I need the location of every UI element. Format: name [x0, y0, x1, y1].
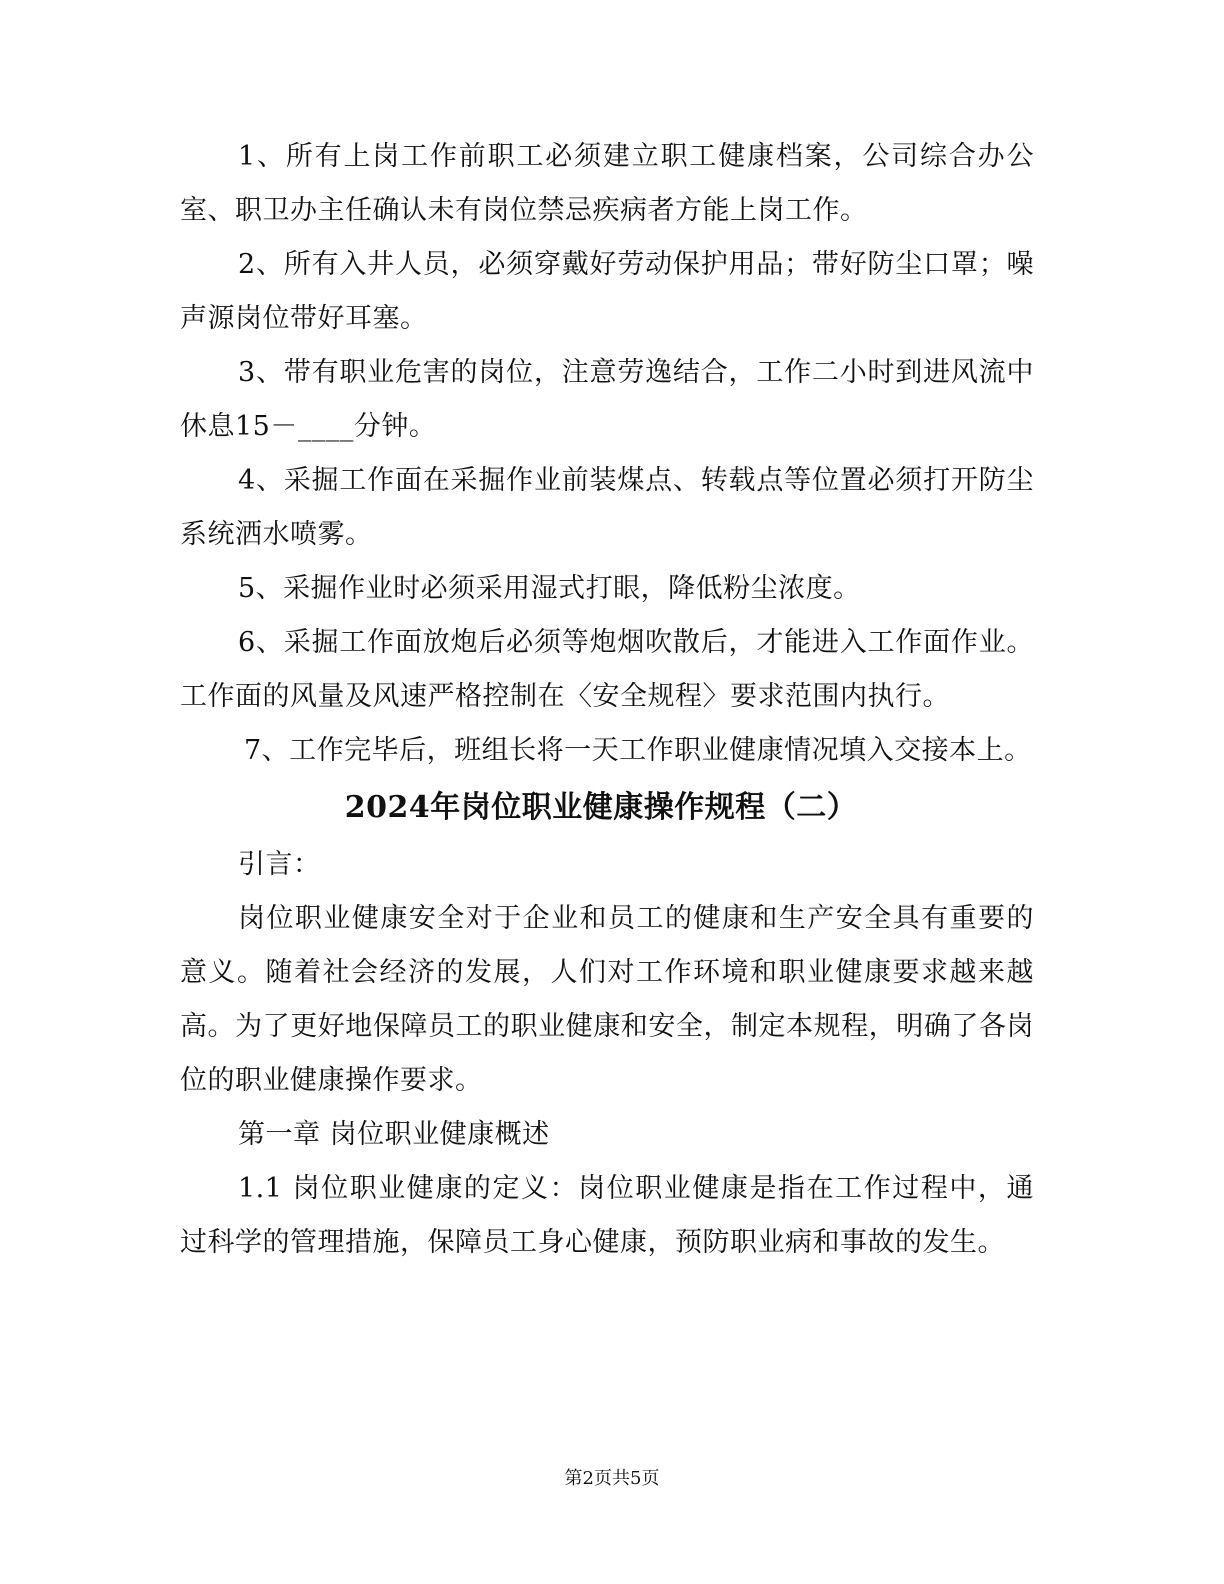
paragraph-item-3: 3、带有职业危害的岗位，注意劳逸结合，工作二小时到进风流中休息15－____分钟。 — [180, 357, 1034, 442]
paragraph-item-4: 4、采掘工作面在采掘作业前装煤点、转载点等位置必须打开防尘系统洒水喷雾。 — [180, 465, 1034, 550]
paragraph-intro-label: 引言： — [238, 849, 321, 880]
paragraph-definition: 1.1 岗位职业健康的定义：岗位职业健康是指在工作过程中，通过科学的管理措施，保障员工身心健康，预防职业病和事故的发生。 — [180, 1173, 1034, 1258]
paragraph-item-5: 5、采掘作业时必须采用湿式打眼，降低粉尘浓度。 — [238, 573, 861, 604]
section-title: 2024年岗位职业健康操作规程（二） — [344, 790, 858, 825]
chapter-heading: 第一章 岗位职业健康概述 — [238, 1119, 550, 1150]
paragraph-item-1: 1、所有上岗工作前职工必须建立职工健康档案，公司综合办公室、职卫办主任确认未有岗位禁忌疾病者方能上岗工作。 — [180, 141, 1034, 226]
paragraph-item-2: 2、所有入井人员，必须穿戴好劳动保护用品；带好防尘口罩；噪声源岗位带好耳塞。 — [180, 249, 1034, 334]
page-number: 第2页共5页 — [564, 1468, 660, 1489]
paragraph-item-6: 6、采掘工作面放炮后必须等炮烟吹散后，才能进入工作面作业。工作面的风量及风速严格控制在〈安全规程〉要求范围内执行。 — [180, 627, 1034, 712]
paragraph-item-7: 7、工作完毕后，班组长将一天工作职业健康情况填入交接本上。 — [244, 735, 1032, 766]
document-body — [180, 130, 1034, 1270]
paragraph-intro: 岗位职业健康安全对于企业和员工的健康和生产安全具有重要的意义。随着社会经济的发展，人们对工作环境和职业健康要求越来越高。为了更好地保障员工的职业健康和安全，制定本规程，明确了各岗位的职业健康操作要求。 — [180, 903, 1034, 1096]
